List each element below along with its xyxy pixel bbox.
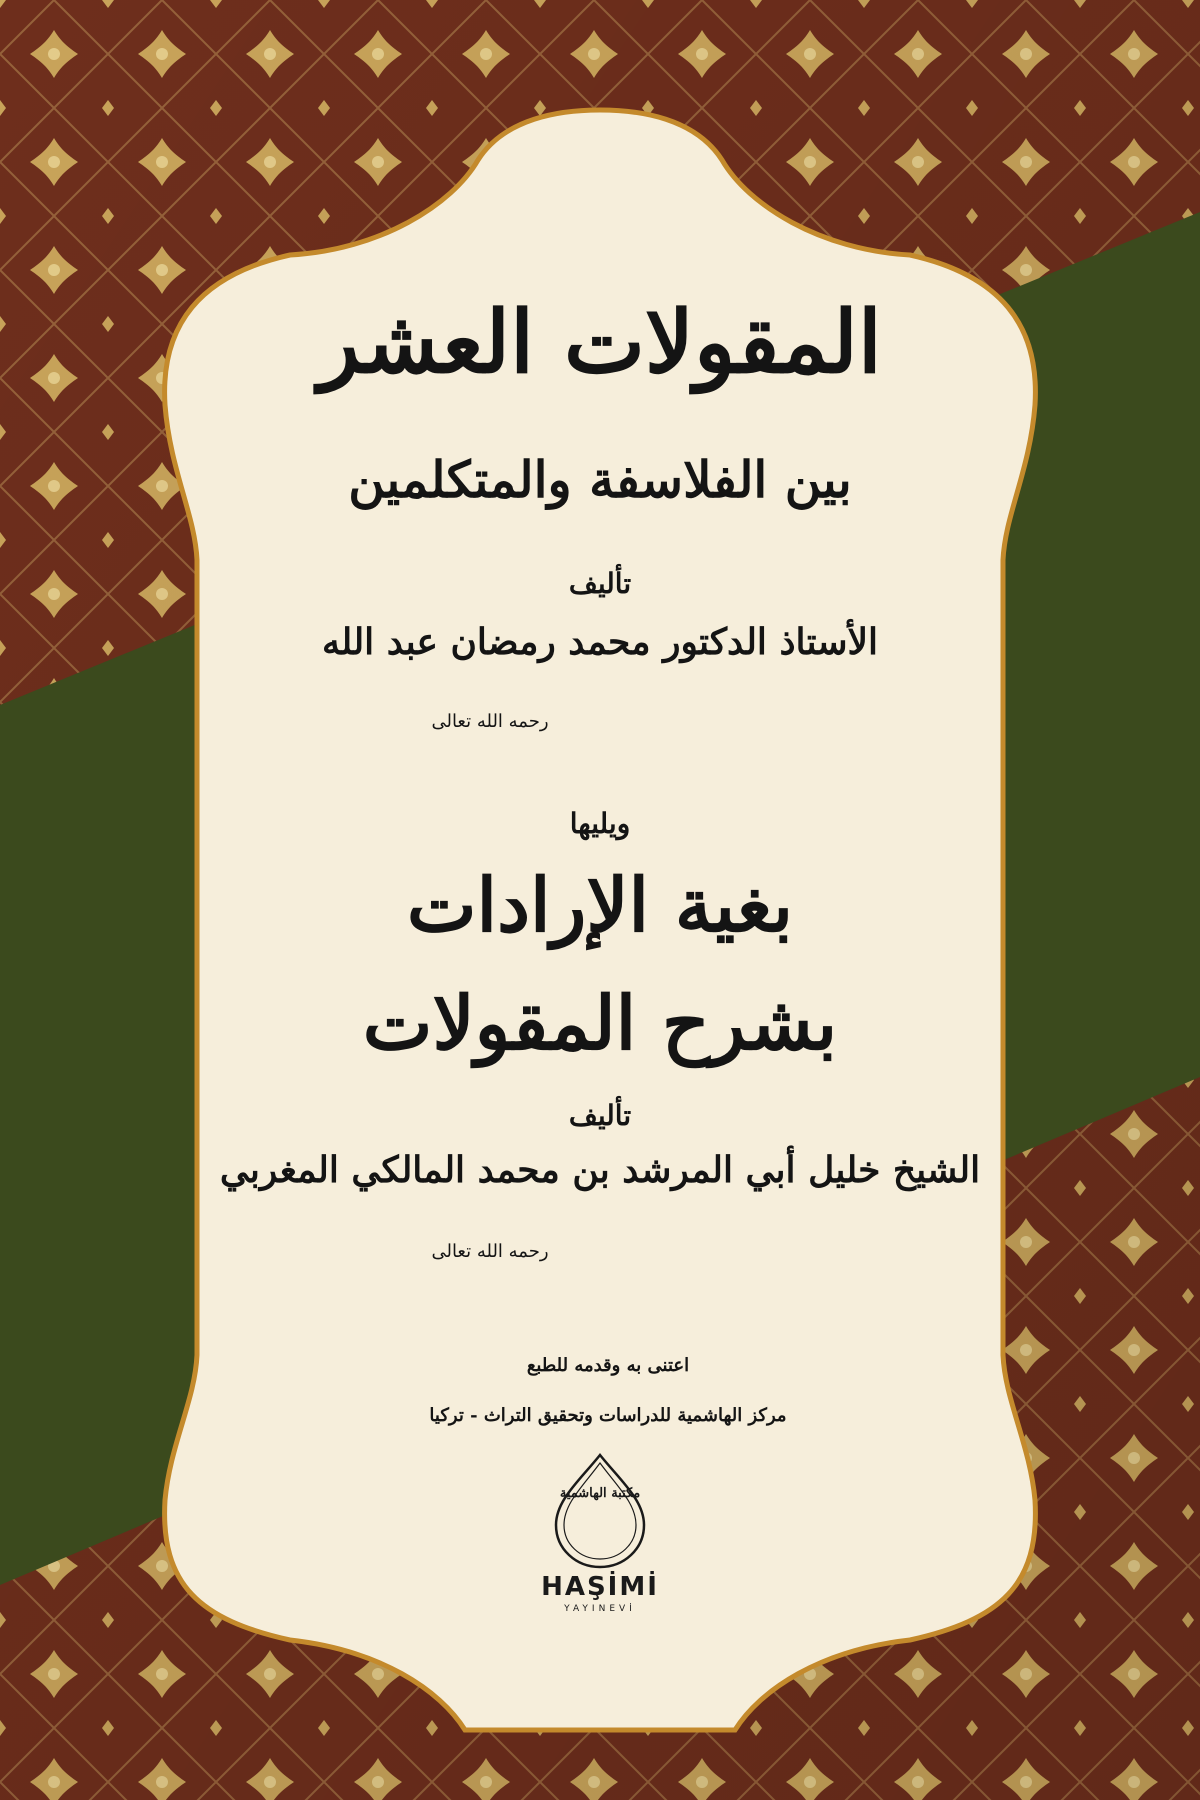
publisher-logo-text: مكتبة الهاشمية [559,1486,641,1501]
book-title: المقولات العشر [318,292,882,393]
editor-line: اعتنى به وقدمه للطبع [526,1355,690,1376]
second-title-line-2: بشرح المقولات [362,981,838,1067]
publisher-subtitle: YAYINEVİ [564,1604,636,1614]
mercy-phrase-2: رحمه الله تعالى [431,1241,549,1262]
author-name-1: الأستاذ الدكتور محمد رمضان عبد الله [321,621,879,663]
second-title-line-1: بغية الإرادات [406,863,794,949]
followed-by-label: ويليها [569,807,631,840]
publisher-name: HAŞİMİ [541,1572,659,1602]
book-subtitle: بين الفلاسفة والمتكلمين [348,450,852,509]
authored-by-label-2: تأليف [568,1099,632,1132]
mercy-phrase-1: رحمه الله تعالى [431,711,549,732]
authored-by-label-1: تأليف [568,567,632,600]
research-center-line: مركز الهاشمية للدراسات وتحقيق التراث - تركيا [429,1405,787,1426]
author-name-2: الشيخ خليل أبي المرشد بن محمد المالكي المغربي [219,1149,981,1191]
